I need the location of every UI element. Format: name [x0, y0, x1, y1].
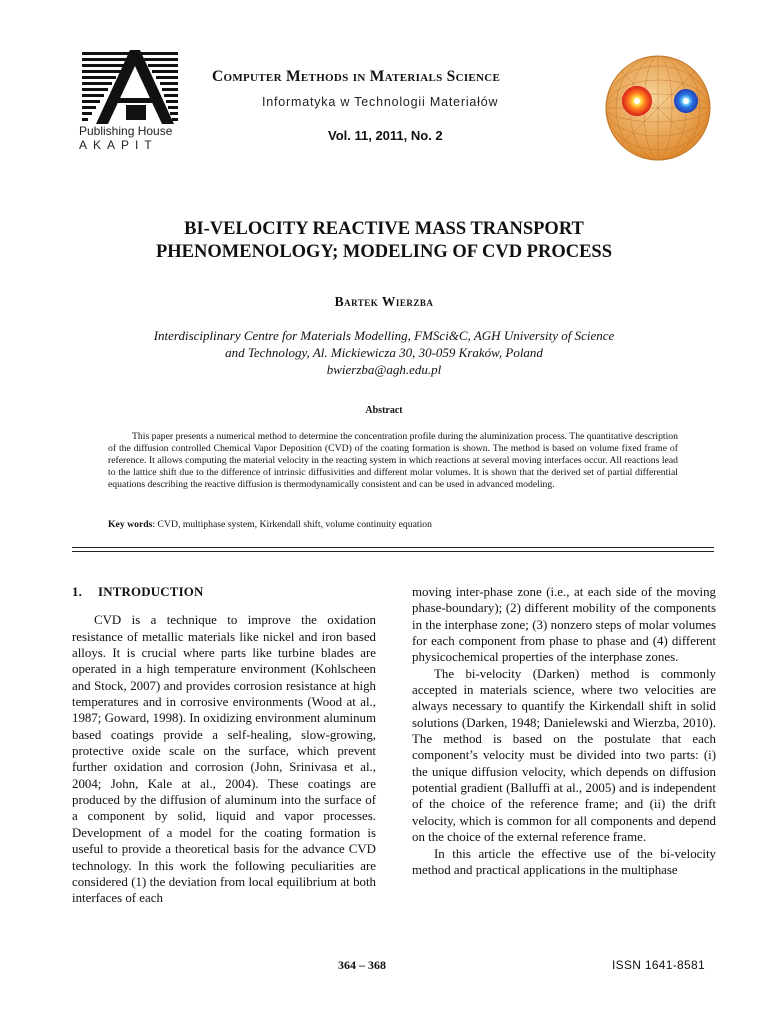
keywords-label: Key words	[108, 519, 153, 530]
page-range: 364 – 368	[338, 958, 386, 972]
volume-info: Vol. 11, 2011, No. 2	[328, 128, 443, 143]
paper-title-line2: PHENOMENOLOGY; MODELING OF CVD PROCESS	[155, 242, 613, 262]
author-name-text: Bartek Wierzba	[334, 294, 434, 309]
right-column	[412, 584, 716, 878]
akapit-logo-icon	[78, 48, 182, 128]
intro-paragraph-3: In this article the effective use of the bi-velocity method and practical applications in the multiphase	[412, 846, 716, 877]
affiliation-line2: and Technology, Al. Mickiewicza 30, 30-059 Kraków, Poland	[225, 345, 543, 360]
keywords-list: : CVD, multiphase system, Kirkendall shift, volume continuity equation	[152, 519, 432, 530]
affiliation-line1: Interdisciplinary Centre for Materials Modelling, FMSci&C, AGH University of Science	[153, 328, 615, 343]
abstract-text	[108, 431, 678, 491]
section-divider-thin	[72, 551, 714, 552]
abstract-body: This paper presents a numerical method to determine the concentration profile during the aluminization process. The quantitative description of the diffusion controlled Chemical Vapor Deposition (CVD) of the coating formation is shown. The method is based on volume fixed frame of reference. It allows computing the material velocity in the reacting system in which reactions at several moving interfaces occur. All reactions lead to the lattice shift due to the difference of intrinsic diffusivities and different molar volumes. It is shown that the derived set of partial differential equations describing the reactive diffusion is thermodynamically consistent and can be used in advanced modeling.	[108, 431, 678, 491]
publisher-name	[79, 124, 172, 152]
intro-paragraph-1-cont: moving inter-phase zone (i.e., at each side of the moving phase-boundary); (2) different mobility of the components in the interphase zone; (3) nonzero steps of molar volumes for each component from phase to phase and (4) different physicochemical properties of the interphase zones.	[412, 585, 716, 665]
paper-title-line1: BI-VELOCITY REACTIVE MASS TRANSPORT	[184, 219, 584, 239]
abstract-heading: Abstract	[365, 405, 403, 416]
simulation-globe-icon	[604, 54, 712, 162]
intro-paragraph-2: The bi-velocity (Darken) method is commonly accepted in materials science, where two velocities are always necessary to quantify the Kirkendall shift in solid solutions (Darken, 1948; Danielewski and Wierzba, 2010). The method is based on the postulate that each component’s velocity must be divided into two parts: (i) the unique diffusion velocity, which depends on diffusion potential gradient (Balluffi at al., 2005) and is independent of the choice of the reference frame; and (ii) the drift velocity, which is common for all components and depend on the choice of the external reference frame.	[412, 666, 716, 845]
author-email[interactable]: bwierzba@agh.edu.pl	[326, 362, 442, 377]
publisher-line2: AKAPIT	[79, 138, 158, 152]
journal-title: Computer Methods in Materials Science	[212, 68, 501, 85]
author-name	[60, 294, 708, 310]
keywords	[108, 519, 678, 530]
section-title: INTRODUCTION	[98, 585, 204, 599]
intro-paragraph-1: CVD is a technique to improve the oxidation resistance of metallic materials like nickel and iron based alloys. It is crucial where parts like turbine blades are operated in a high temperature environment (Kohlscheen and Stock, 2007) and provides corrosion resistance at high temperatures and in corrosive environments (Wood at al., 1987; Goward, 1998). In oxidizing environment aluminum based coatings provide a self-healing, slow-growing, protective oxide scale on the surface, which prevent further oxidation and corrosion (John, Srinivasa et al., 2004; John, Kale at al., 2004). These coatings are produced by the diffusion of aluminum into the surface of a component by solid, liquid and vapor processes. Development of a model for the coating formation is useful to provide a theoretical basis for the advance CVD technology. In this work the following peculiarities are considered (1) the deviation from local equilibrium at both interfaces of each	[72, 613, 376, 906]
journal-subtitle: Informatyka w Technologii Materiałów	[262, 95, 499, 109]
left-column	[72, 584, 376, 907]
section-divider-thick	[72, 547, 714, 548]
section-heading-introduction	[72, 584, 376, 600]
section-number: 1.	[72, 585, 83, 599]
issn: ISSN 1641-8581	[612, 958, 705, 972]
publisher-line1: Publishing House	[79, 124, 173, 138]
affiliation	[60, 327, 708, 378]
paper-title	[60, 218, 708, 264]
